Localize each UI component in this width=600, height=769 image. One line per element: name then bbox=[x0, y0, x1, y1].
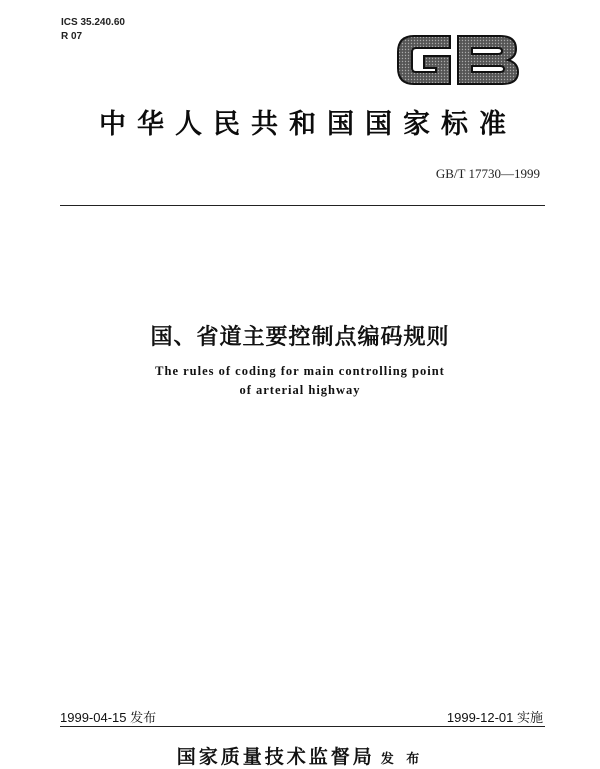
ics-code: ICS 35.240.60 bbox=[61, 17, 125, 28]
category-code: R 07 bbox=[61, 31, 83, 42]
english-title-line-2: of arterial highway bbox=[239, 383, 361, 397]
implementation-date: 1999-12-01 实施 bbox=[446, 710, 543, 725]
bottom-divider bbox=[60, 726, 545, 727]
top-divider bbox=[60, 205, 545, 206]
logo-letter-g bbox=[398, 36, 450, 84]
standard-type-heading: 中华人民共和国国家标准 bbox=[99, 109, 517, 140]
issuer-line bbox=[0, 742, 600, 769]
logo-letter-b bbox=[458, 36, 518, 84]
classification-codes bbox=[61, 16, 125, 44]
issue-date: 1999-04-15 发布 bbox=[60, 710, 157, 725]
gb-logo bbox=[392, 30, 524, 88]
issuer-action: 发 布 bbox=[380, 752, 424, 767]
document-title-english bbox=[0, 362, 600, 400]
issuer-organization: 国家质量技术监督局 bbox=[176, 746, 375, 768]
english-title-line-1: The rules of coding for main controlling point bbox=[155, 364, 445, 378]
document-title-chinese: 国、省道主要控制点编码规则 bbox=[150, 325, 450, 350]
standard-number: GB/T 17730—1999 bbox=[435, 166, 540, 181]
